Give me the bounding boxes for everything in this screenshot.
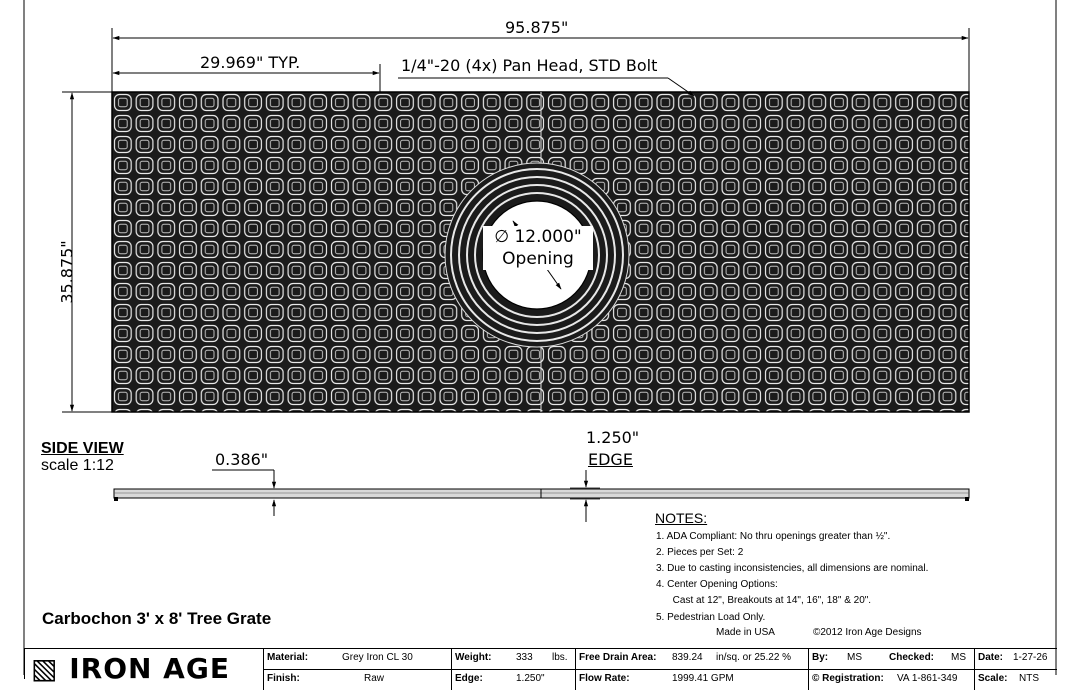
flow-rate-value: 1999.41 GPM [672,673,734,684]
title-block-row-2 [263,670,1057,690]
title-block [24,648,1057,685]
note-item: 4. Center Opening Options: [656,579,778,590]
opening-diameter-label: ∅ 12.000" [494,227,582,247]
weight-cell [451,649,575,669]
scale-label: Scale: [978,673,1008,684]
copyright-label: ©2012 Iron Age Designs [813,627,922,638]
material-label: Material: [267,652,309,663]
weight-value: 333 [516,652,533,663]
drain-area-label: Free Drain Area: [579,652,657,663]
side-view-profile [114,489,969,501]
finish-value: Raw [364,673,385,684]
opening-callout [483,226,593,270]
weight-unit: lbs. [552,652,568,663]
note-item: 3. Due to casting inconsistencies, all dimensions are nominal. [656,563,929,574]
overall-length-label: 95.875" [505,18,569,37]
logo-mark-icon: ▧ [31,652,59,685]
date-value: 1-27-26 [1013,652,1048,663]
product-title: Carbochon 3' x 8' Tree Grate [42,609,272,628]
scale-value: NTS [1019,673,1039,684]
note-item: 2. Pieces per Set: 2 [656,547,744,558]
iron-age-logo [31,652,230,685]
flow-rate-cell [575,670,808,690]
notes-title: NOTES: [655,510,708,526]
checked-label: Checked: [889,652,935,663]
panel-length-label: 29.969" TYP. [200,53,301,72]
drain-area-unit: in/sq. or 25.22 % [716,652,792,663]
edge-label: EDGE [588,450,633,469]
by-label: By: [812,652,829,663]
date-cell [974,649,1057,669]
note-item: 1. ADA Compliant: No thru openings greater than ½". [656,531,891,542]
scale-cell [974,670,1057,690]
registration-label: © Registration: [812,673,884,684]
flow-rate-label: Flow Rate: [579,673,630,684]
by-checked-cell [808,649,974,669]
edge-cell [451,670,575,690]
logo-text: IRON AGE [69,652,230,685]
edge-row-value: 1.250" [516,673,545,684]
side-thickness-label: 0.386" [215,450,269,469]
material-cell [263,649,451,669]
drain-area-value: 839.24 [672,652,703,663]
weight-label: Weight: [455,652,492,663]
registration-value: VA 1-861-349 [897,673,958,684]
checked-value: MS [951,652,966,663]
by-value: MS [847,652,862,663]
overall-width-label: 35.875" [57,240,77,304]
material-value: Grey Iron CL 30 [342,652,413,663]
edge-thickness-label: 1.250" [586,428,640,447]
drain-area-cell [575,649,808,669]
edge-row-label: Edge: [455,673,483,684]
side-view-scale: scale 1:12 [41,457,114,474]
bolt-note-label: 1/4"-20 (4x) Pan Head, STD Bolt [401,56,658,75]
opening-text-label: Opening [502,249,574,269]
made-in-label: Made in USA [716,627,775,638]
title-block-row-1 [263,649,1057,670]
side-view-title: SIDE VIEW [41,440,124,457]
finish-cell [263,670,451,690]
date-label: Date: [978,652,1004,663]
note-item: 5. Pedestrian Load Only. [656,612,766,623]
note-item: Cast at 12", Breakouts at 14", 16", 18" & 20". [656,595,872,606]
finish-label: Finish: [267,673,300,684]
registration-cell [808,670,974,690]
